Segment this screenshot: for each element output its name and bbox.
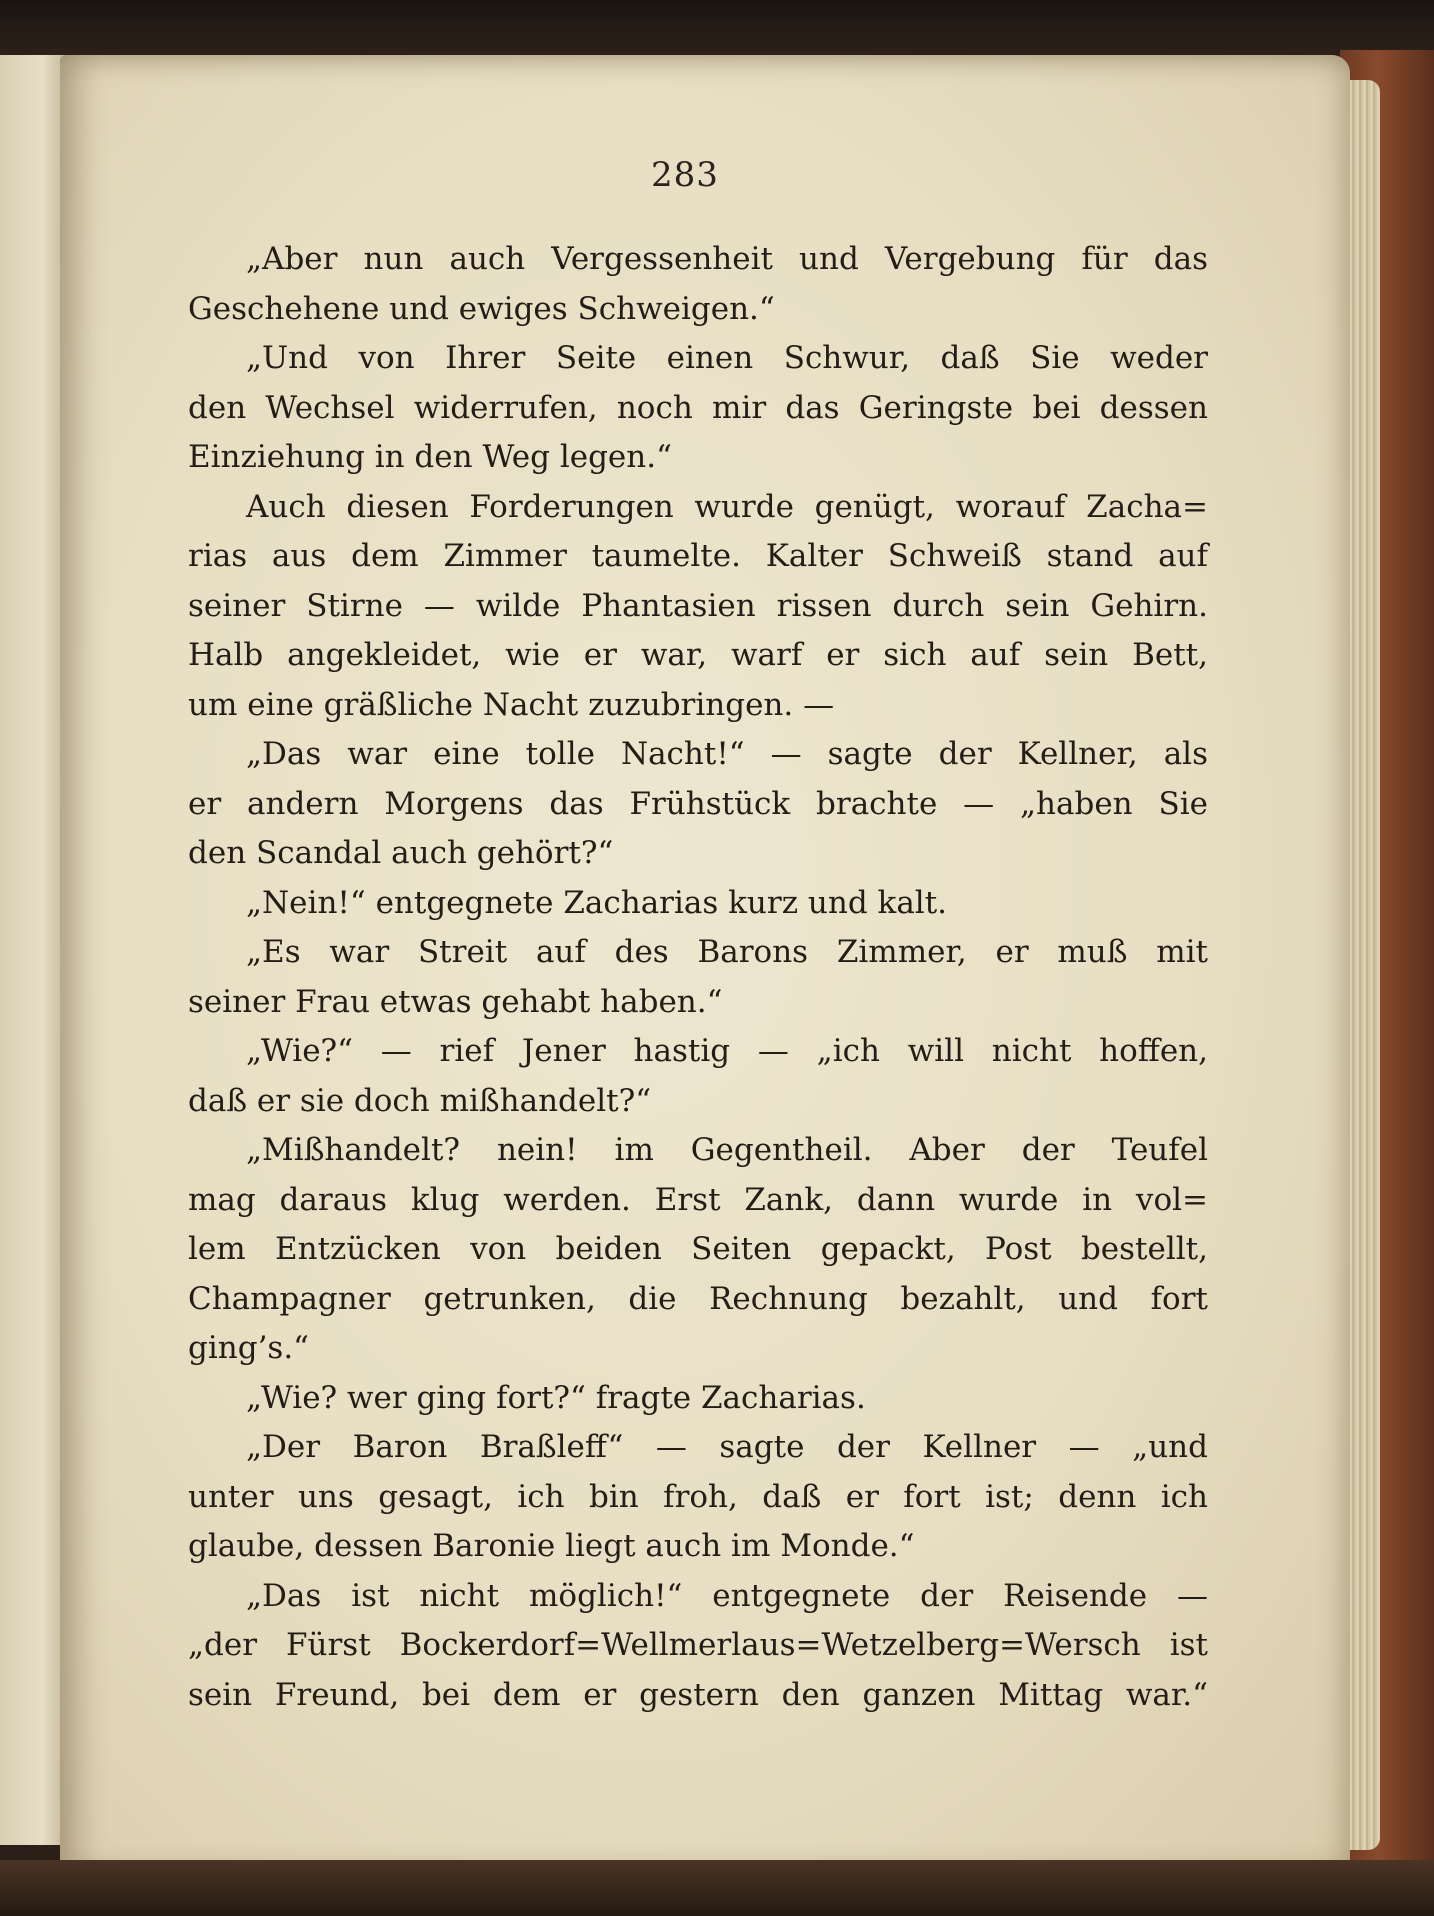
text-line: „Es war Streit auf des Barons Zimmer, er muß mit (246, 934, 1208, 970)
text-line: daß er sie doch mißhandelt?“ (188, 1082, 652, 1119)
text-line: „Wie? wer ging fort?“ fragte Zacharias. (246, 1379, 866, 1416)
text-line: „Das ist nicht möglich!“ entgegnete der Reisende — (246, 1577, 1208, 1614)
text-line: Auch diesen Forderungen wurde genügt, worauf Zacha= (246, 488, 1208, 525)
text-line: mag daraus klug werden. Erst Zank, dann wurde in vol= (188, 1181, 1208, 1218)
book-bottom-edge (0, 1860, 1434, 1916)
text-line: „der Fürst Bockerdorf=Wellmerlaus=Wetzelberg=Wersch ist (188, 1627, 1208, 1663)
text-line: „Nein!“ entgegnete Zacharias kurz und kalt. (246, 884, 948, 921)
text-line: rias aus dem Zimmer taumelte. Kalter Schweiß stand auf (188, 538, 1208, 574)
text-line: den Scandal auch gehört?“ (188, 835, 614, 871)
text-line: „Der Baron Braßleff“ — sagte der Kellner — „und (246, 1429, 1208, 1465)
text-line: den Wechsel widerrufen, noch mir das Geringste bei dessen (188, 389, 1208, 426)
text-line: „Und von Ihrer Seite einen Schwur, daß Sie weder (246, 340, 1208, 376)
text-line: er andern Morgens das Frühstück brachte — „haben Sie (188, 785, 1208, 822)
text-line: glaube, dessen Baronie liegt auch im Monde.“ (188, 1528, 915, 1564)
text-line: „Das war eine tolle Nacht!“ — sagte der Kellner, als (246, 736, 1208, 772)
text-line: Geschehene und ewiges Schweigen.“ (188, 290, 775, 327)
text-line: „Mißhandelt? nein! im Gegentheil. Aber der Teufel (246, 1132, 1208, 1168)
text-line: sein Freund, bei dem er gestern den ganzen Mittag war.“ (188, 1676, 1208, 1713)
page-number: 283 (651, 155, 719, 195)
text-line: lem Entzücken von beiden Seiten gepackt, Post bestellt, (188, 1231, 1208, 1267)
text-line: um eine gräßliche Nacht zuzubringen. — (188, 686, 835, 723)
book-cover-top (0, 0, 1434, 60)
text-line: „Wie?“ — rief Jener hastig — „ich will nicht hoffen, (246, 1033, 1208, 1069)
text-line: „Aber nun auch Vergessenheit und Vergebung für das (246, 241, 1208, 277)
text-line: unter uns gesagt, ich bin froh, daß er fort ist; denn ich (188, 1478, 1208, 1515)
text-line: Champagner getrunken, die Rechnung bezahlt, und fort (188, 1280, 1208, 1317)
book-page (60, 55, 1350, 1875)
text-line: seiner Frau etwas gehabt haben.“ (188, 983, 723, 1020)
body-text (188, 235, 1208, 1720)
text-line: ging’s.“ (188, 1330, 310, 1366)
text-line: seiner Stirne — wilde Phantasien rissen durch sein Gehirn. (188, 587, 1208, 624)
text-line: Halb angekleidet, wie er war, warf er sich auf sein Bett, (188, 637, 1208, 673)
text-line: Einziehung in den Weg legen.“ (188, 439, 672, 475)
